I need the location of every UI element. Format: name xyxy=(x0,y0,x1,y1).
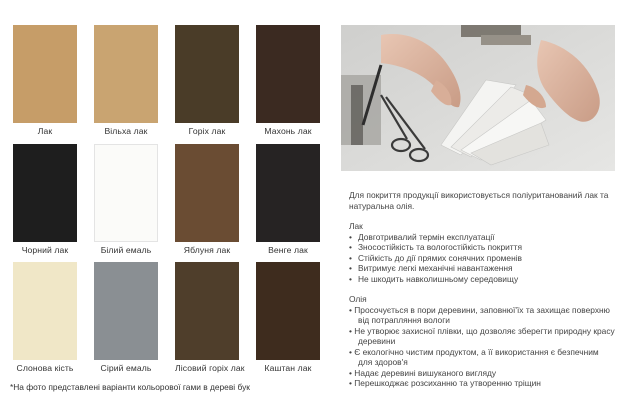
photo-illustration xyxy=(341,25,615,171)
swatch-color xyxy=(175,262,239,360)
swatch-item xyxy=(13,262,77,373)
lac-title: Лак xyxy=(349,221,363,231)
list-item: • Просочується в пори деревини, заповнюї'їх та захищає поверхню від потрапляння вологи xyxy=(349,305,615,326)
list-item: • Не утворює захисної плівки, що дозволяє зберегти природну красу деревини xyxy=(349,326,615,347)
swatch-label: Венге лак xyxy=(268,245,308,255)
list-item: • Перешкоджає розсиханню та утворенню тріщин xyxy=(349,378,615,389)
intro-text: Для покриття продукції використовується поліуританований лак та натуральна олія. xyxy=(349,190,609,211)
swatch-color xyxy=(175,25,239,123)
list-item: • Зносостійкість та вологостійкість покриття xyxy=(349,242,615,253)
swatch-label: Сірий емаль xyxy=(100,363,152,373)
swatch-item xyxy=(13,25,77,136)
swatch-item xyxy=(175,25,239,136)
swatch-item xyxy=(13,144,77,255)
swatch-item xyxy=(94,144,158,255)
swatch-color xyxy=(94,25,158,123)
swatch-label: Лісовий горіх лак xyxy=(175,363,245,373)
list-item: • Не шкодить навколишньому середовищу xyxy=(349,274,615,285)
swatch-label: Чорний лак xyxy=(21,245,69,255)
footnote: *На фото представлені варіанти кольорової гами в дереві бук xyxy=(10,382,250,392)
swatch-color xyxy=(13,262,77,360)
swatch-color xyxy=(256,144,320,242)
swatch-item xyxy=(256,144,320,255)
swatch-color xyxy=(256,262,320,360)
oil-benefits-list xyxy=(349,305,615,389)
swatch-color xyxy=(175,144,239,242)
list-item: • Довготривалий термін експлуатації xyxy=(349,232,615,243)
swatch-color xyxy=(94,262,158,360)
list-item: • Стійкість до дії прямих сонячних променів xyxy=(349,253,615,264)
oil-title: Олія xyxy=(349,294,367,304)
swatch-label: Каштан лак xyxy=(264,363,312,373)
swatch-label: Горіх лак xyxy=(188,126,226,136)
swatch-label: Лак xyxy=(37,126,53,136)
swatch-item xyxy=(256,25,320,136)
swatch-label: Вільха лак xyxy=(104,126,148,136)
swatch-color xyxy=(256,25,320,123)
swatch-item xyxy=(94,262,158,373)
swatch-item xyxy=(94,25,158,136)
swatch-color xyxy=(94,144,158,242)
photo-hands-with-color-samples xyxy=(341,25,615,171)
swatch-item xyxy=(256,262,320,373)
swatch-label: Махонь лак xyxy=(264,126,312,136)
swatch-color xyxy=(13,144,77,242)
swatch-color xyxy=(13,25,77,123)
swatch-label: Слонова кість xyxy=(16,363,74,373)
list-item: • Витримує легкі механічні навантаження xyxy=(349,263,615,274)
list-item: • Надає деревині вишуканого вигляду xyxy=(349,368,615,379)
swatch-label: Білий емаль xyxy=(100,245,152,255)
lac-benefits-list xyxy=(349,232,615,285)
swatch-item xyxy=(175,262,245,373)
finish-description xyxy=(349,190,615,389)
swatch-item xyxy=(175,144,239,255)
list-item: • Є екологічно чистим продуктом, а її використання є безпечним для здоров'я xyxy=(349,347,615,368)
swatch-label: Яблуня лак xyxy=(183,245,231,255)
